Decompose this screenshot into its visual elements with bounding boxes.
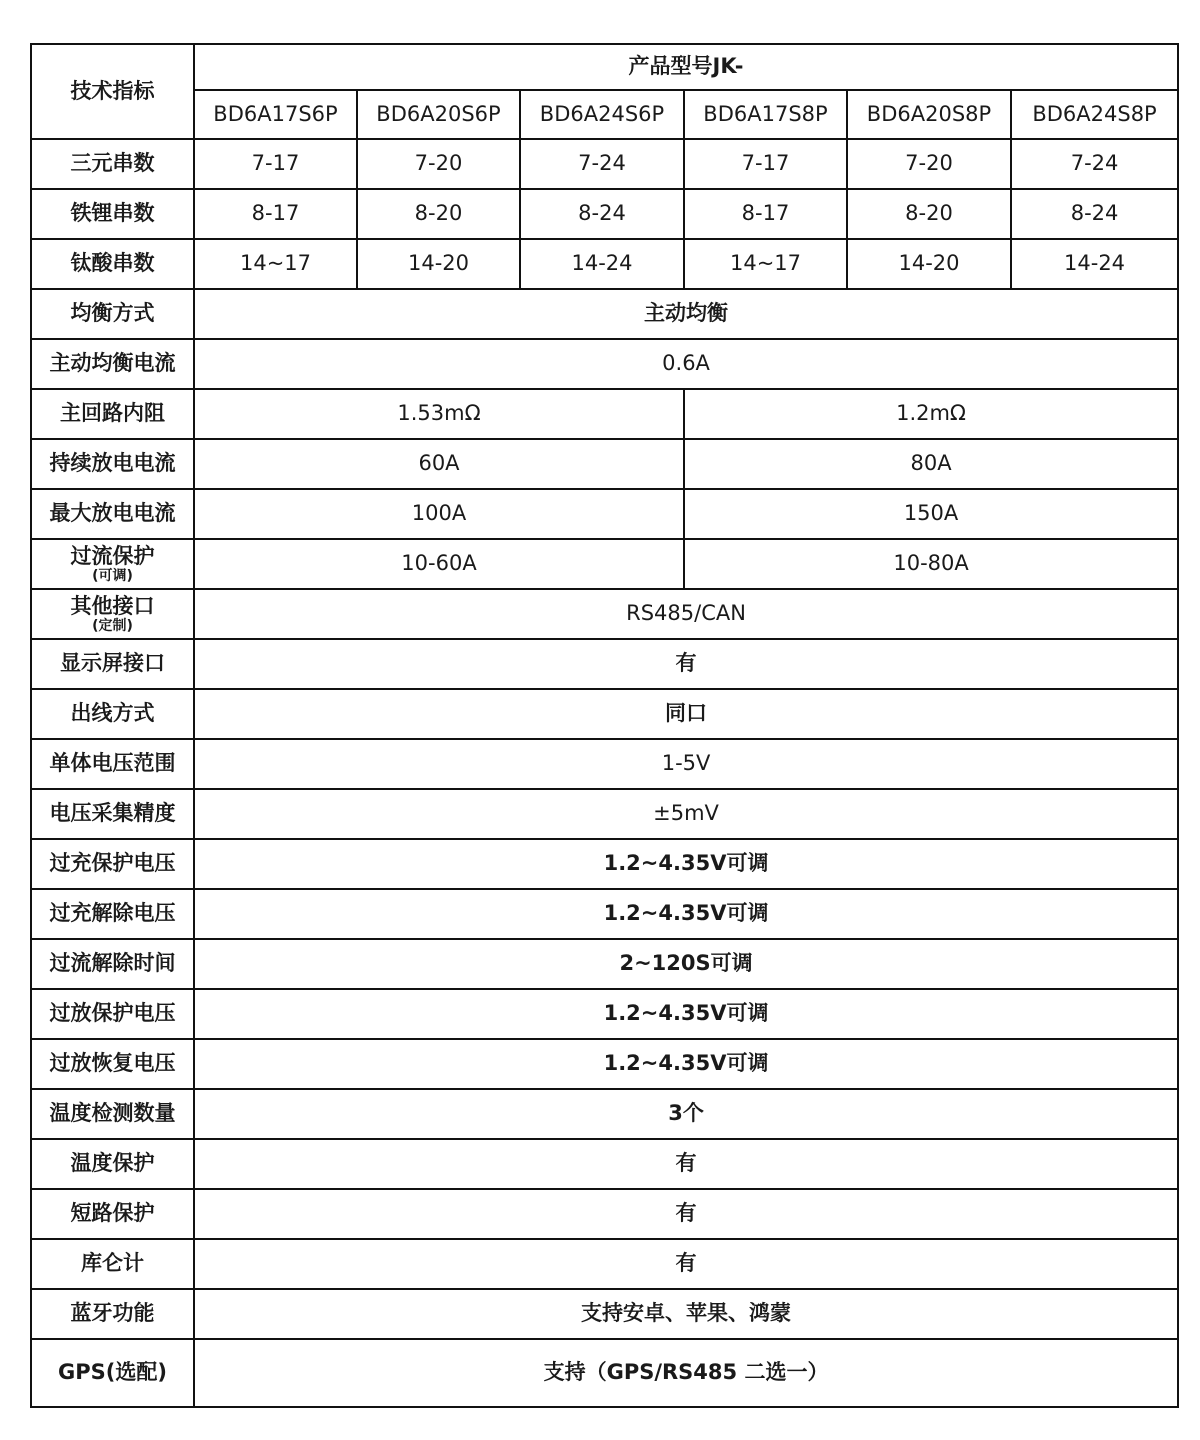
row-value: 支持（GPS/RS485 二选一） [194, 1339, 1178, 1407]
row-label: 铁锂串数 [31, 189, 194, 239]
table-row [31, 389, 1178, 439]
row-value: 14-20 [357, 239, 520, 289]
row-value: 1-5V [194, 739, 1178, 789]
table-row [31, 1089, 1178, 1139]
row-value: 7-17 [684, 139, 847, 189]
row-value: 1.2~4.35V可调 [194, 1039, 1178, 1089]
row-label: 出线方式 [31, 689, 194, 739]
model-cell: BD6A20S6P [357, 90, 520, 139]
row-label-main: 过流保护 [70, 544, 155, 569]
row-value: 1.2~4.35V可调 [194, 889, 1178, 939]
row-value: 8-20 [847, 189, 1011, 239]
row-value: 主动均衡 [194, 289, 1178, 339]
model-cell: BD6A17S6P [194, 90, 357, 139]
row-value: 8-24 [520, 189, 684, 239]
row-label: 过流解除时间 [31, 939, 194, 989]
row-label-main: 其他接口 [70, 594, 155, 619]
table-row [31, 1339, 1178, 1407]
table-row [31, 989, 1178, 1039]
row-value: 8-20 [357, 189, 520, 239]
table-row [31, 489, 1178, 539]
table-row [31, 339, 1178, 389]
table-row [31, 1039, 1178, 1089]
row-value: 1.2~4.35V可调 [194, 839, 1178, 889]
row-label: 最大放电电流 [31, 489, 194, 539]
row-label: GPS(选配) [31, 1339, 194, 1407]
row-value-right: 1.2mΩ [684, 389, 1178, 439]
table-row [31, 289, 1178, 339]
model-cell: BD6A24S8P [1011, 90, 1178, 139]
row-value: RS485/CAN [194, 589, 1178, 639]
spec-label: 技术指标 [31, 44, 194, 139]
row-value: 14~17 [194, 239, 357, 289]
table-row [31, 439, 1178, 489]
table-row [31, 1189, 1178, 1239]
table-row [31, 139, 1178, 189]
row-label [31, 589, 194, 639]
row-value-right: 80A [684, 439, 1178, 489]
row-value-right: 150A [684, 489, 1178, 539]
row-value: 14-24 [520, 239, 684, 289]
row-value: 8-17 [684, 189, 847, 239]
row-value: 支持安卓、苹果、鸿蒙 [194, 1289, 1178, 1339]
table-row [31, 589, 1178, 639]
model-row [31, 90, 1178, 139]
row-label: 温度保护 [31, 1139, 194, 1189]
row-label: 短路保护 [31, 1189, 194, 1239]
row-label: 过充解除电压 [31, 889, 194, 939]
row-label: 过放恢复电压 [31, 1039, 194, 1089]
table-row [31, 839, 1178, 889]
row-value: 8-17 [194, 189, 357, 239]
row-value: 同口 [194, 689, 1178, 739]
row-label-note: (定制) [92, 617, 133, 634]
row-label: 主动均衡电流 [31, 339, 194, 389]
table-row [31, 789, 1178, 839]
row-label [31, 539, 194, 589]
row-value-left: 100A [194, 489, 684, 539]
product-model-label: 产品型号JK- [194, 44, 1178, 90]
row-value: 1.2~4.35V可调 [194, 989, 1178, 1039]
row-value: 14-24 [1011, 239, 1178, 289]
row-label: 三元串数 [31, 139, 194, 189]
row-value: 14-20 [847, 239, 1011, 289]
row-value: 7-24 [520, 139, 684, 189]
row-value: 有 [194, 639, 1178, 689]
table-row [31, 1289, 1178, 1339]
table-row [31, 1239, 1178, 1289]
model-cell: BD6A17S8P [684, 90, 847, 139]
model-cell: BD6A24S6P [520, 90, 684, 139]
row-label: 过放保护电压 [31, 989, 194, 1039]
row-value: 有 [194, 1139, 1178, 1189]
row-label: 蓝牙功能 [31, 1289, 194, 1339]
row-value: 8-24 [1011, 189, 1178, 239]
row-label: 库仑计 [31, 1239, 194, 1289]
row-label: 单体电压范围 [31, 739, 194, 789]
row-value: 2~120S可调 [194, 939, 1178, 989]
row-label-note: (可调) [92, 567, 133, 584]
row-label: 均衡方式 [31, 289, 194, 339]
row-value: 7-17 [194, 139, 357, 189]
row-value-left: 60A [194, 439, 684, 489]
table-row [31, 739, 1178, 789]
row-value: 7-24 [1011, 139, 1178, 189]
row-label: 主回路内阻 [31, 389, 194, 439]
row-value: 3个 [194, 1089, 1178, 1139]
table-row [31, 639, 1178, 689]
row-value: ±5mV [194, 789, 1178, 839]
header-row [31, 44, 1178, 90]
row-value: 14~17 [684, 239, 847, 289]
row-value-left: 1.53mΩ [194, 389, 684, 439]
row-value: 7-20 [847, 139, 1011, 189]
row-label: 持续放电电流 [31, 439, 194, 489]
row-value: 有 [194, 1189, 1178, 1239]
model-cell: BD6A20S8P [847, 90, 1011, 139]
row-value: 0.6A [194, 339, 1178, 389]
row-value-left: 10-60A [194, 539, 684, 589]
table-row [31, 539, 1178, 589]
table-row [31, 189, 1178, 239]
table-row [31, 689, 1178, 739]
row-label: 电压采集精度 [31, 789, 194, 839]
table-row [31, 1139, 1178, 1189]
table-row [31, 239, 1178, 289]
row-label: 钛酸串数 [31, 239, 194, 289]
spec-table [30, 43, 1179, 1408]
table-row [31, 889, 1178, 939]
row-label: 过充保护电压 [31, 839, 194, 889]
table-row [31, 939, 1178, 989]
row-label: 温度检测数量 [31, 1089, 194, 1139]
row-value-right: 10-80A [684, 539, 1178, 589]
row-value: 7-20 [357, 139, 520, 189]
row-label: 显示屏接口 [31, 639, 194, 689]
row-value: 有 [194, 1239, 1178, 1289]
